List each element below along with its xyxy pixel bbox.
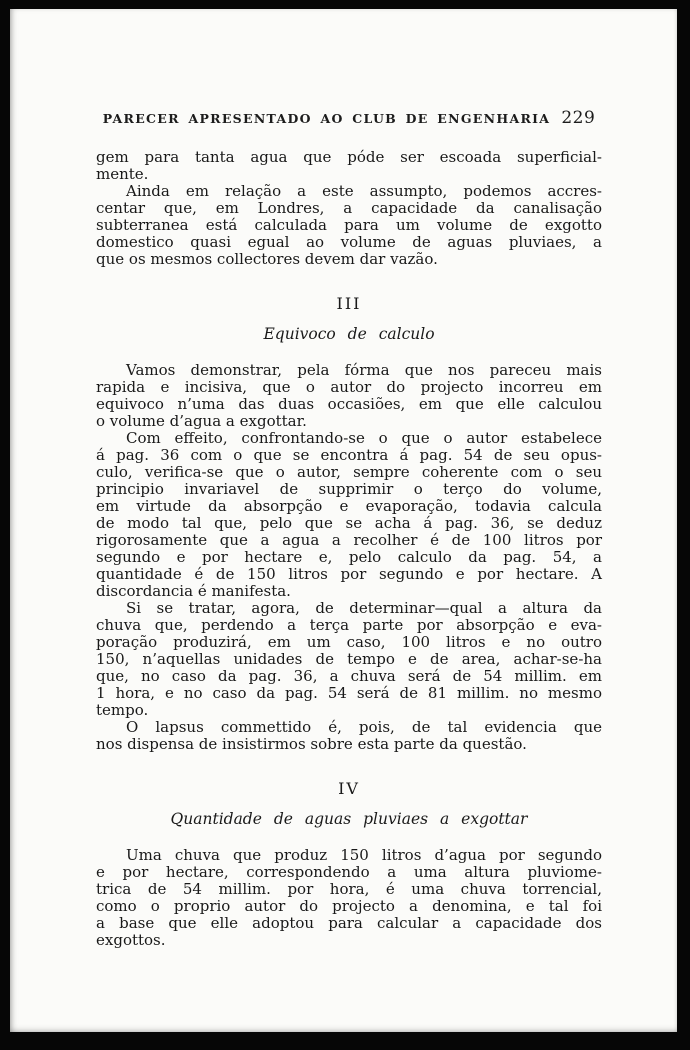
- text-line: a base que elle adoptou para calcular a capacidade dos: [96, 914, 602, 932]
- text-line: gem para tanta agua que póde ser escoada superficial-: [96, 148, 602, 166]
- text-line: Uma chuva que produz 150 litros d’agua por segundo: [126, 846, 602, 864]
- text-line: Vamos demonstrar, pela fórma que nos pareceu mais: [126, 361, 602, 379]
- text-line: o volume d’agua a exgottar.: [96, 412, 307, 430]
- text-line: e por hectare, correspondendo a uma altura pluviome-: [96, 863, 602, 881]
- text-line: 150, n’aquellas unidades de tempo e de area, achar-se-ha: [96, 650, 602, 668]
- text-line: principio invariavel de supprimir o terço do volume,: [96, 480, 602, 498]
- paragraph: [96, 149, 602, 183]
- running-head: [96, 108, 602, 128]
- text-line: discordancia é manifesta.: [96, 582, 291, 600]
- text-line: domestico quasi egual ao volume de aguas pluviaes, a: [96, 233, 602, 251]
- text-line: que os mesmos collectores devem dar vazão.: [96, 250, 438, 268]
- running-title: PARECER APRESENTADO AO CLUB DE ENGENHARIA: [102, 111, 551, 126]
- section-title: Equivoco de calculo: [263, 325, 435, 343]
- text-line: como o proprio autor do projecto a denomina, e tal foi: [96, 897, 602, 915]
- paragraph: [96, 362, 602, 430]
- text-line: subterranea está calculada para um volume de exgotto: [96, 216, 602, 234]
- text-line: em virtude da absorpção e evaporação, todavia calcula: [96, 497, 602, 515]
- text-line: centar que, em Londres, a capacidade da canalisação: [96, 199, 602, 217]
- text-line: segundo e por hectare e, pelo calculo da pag. 54, a: [96, 548, 602, 566]
- paragraph: [96, 183, 602, 268]
- text-line: poração produzirá, em um caso, 100 litros e no outro: [96, 633, 602, 651]
- text-line: nos dispensa de insistirmos sobre esta parte da questão.: [96, 735, 527, 753]
- text-line: equivoco n’uma das duas occasiões, em que elle calculou: [96, 395, 602, 413]
- paragraph: [96, 847, 602, 949]
- text-line: O lapsus commettido é, pois, de tal evidencia que: [126, 718, 602, 736]
- text-line: chuva que, perdendo a terça parte por absorpção e eva-: [96, 616, 602, 634]
- text-line: quantidade é de 150 litros por segundo e por hectare. A: [96, 565, 602, 583]
- text-line: Com effeito, confrontando-se o que o autor estabelece: [126, 429, 602, 447]
- section-title: Quantidade de aguas pluviaes a exgottar: [170, 810, 528, 828]
- text-line: Si se tratar, agora, de determinar—qual a altura da: [126, 599, 602, 617]
- paragraph: [96, 600, 602, 719]
- section-number: IV: [338, 779, 360, 798]
- text-line: mente.: [96, 165, 149, 183]
- paragraph: [96, 430, 602, 600]
- text-line: Ainda em relação a este assumpto, podemos accres-: [126, 182, 602, 200]
- text-line: exgottos.: [96, 931, 166, 949]
- page-body: [96, 149, 602, 949]
- page-number: 229: [561, 108, 596, 128]
- section-number: III: [336, 294, 362, 313]
- text-line: rapida e incisiva, que o autor do projecto incorreu em: [96, 378, 602, 396]
- text-line: culo, verifica-se que o autor, sempre coherente com o seu: [96, 463, 602, 481]
- book-page: [10, 9, 677, 1032]
- paragraph: [96, 719, 602, 753]
- text-line: á pag. 36 com o que se encontra á pag. 54 de seu opus-: [96, 446, 602, 464]
- text-line: 1 hora, e no caso da pag. 54 será de 81 millim. no mesmo: [96, 684, 602, 702]
- text-line: de modo tal que, pelo que se acha á pag. 36, se deduz: [96, 514, 602, 532]
- text-line: rigorosamente que a agua a recolher é de 100 litros por: [96, 531, 602, 549]
- text-line: que, no caso da pag. 36, a chuva será de 54 millim. em: [96, 667, 602, 685]
- text-line: tempo.: [96, 701, 149, 719]
- text-line: trica de 54 millim. por hora, é uma chuva torrencial,: [96, 880, 602, 898]
